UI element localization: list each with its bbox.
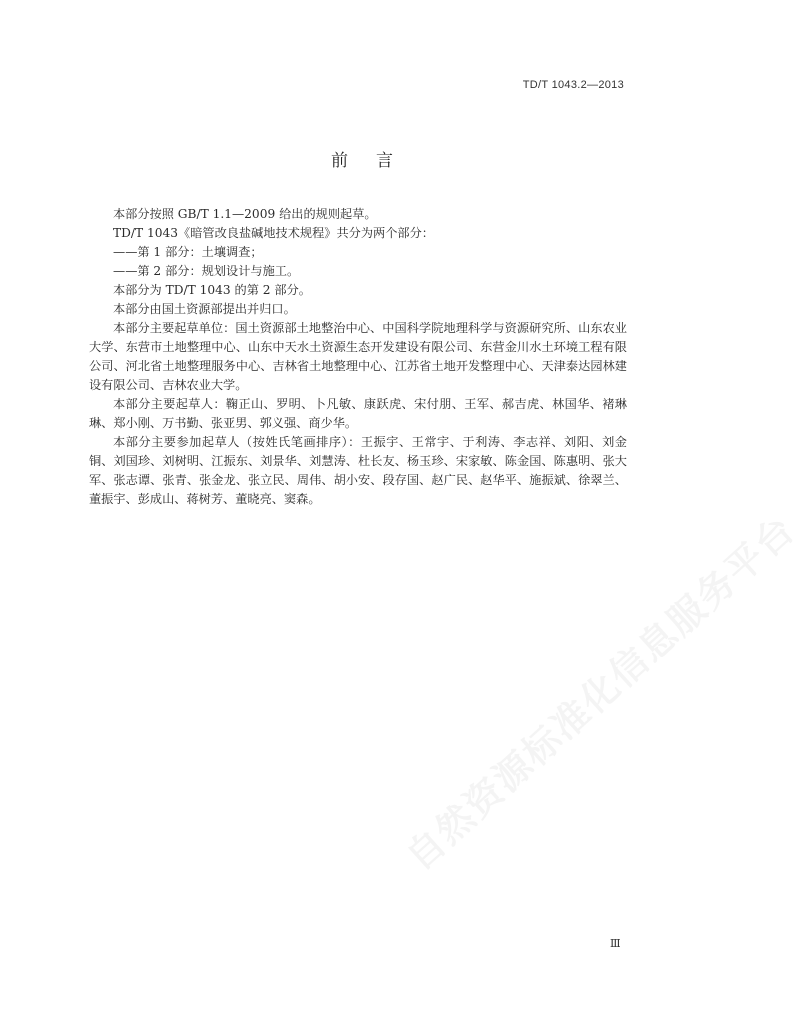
paragraph-part-1: ——第 1 部分：土壤调查； <box>113 245 263 259</box>
paragraph-this-part: 本部分为 TD/T 1043 的第 2 部分。 <box>113 283 311 297</box>
foreword-body <box>89 205 627 509</box>
page-number: Ⅲ <box>610 937 621 950</box>
paragraph-main-drafters: 本部分主要起草人：鞠正山、罗明、卜凡敏、康跃虎、宋付朋、王军、郝吉虎、林国华、褚琳琳、郑小刚、万书勤、张亚男、郭义强、商少华。 <box>89 397 627 430</box>
page-title: 前言 <box>331 151 421 171</box>
paragraph-proposer: 本部分由国土资源部提出并归口。 <box>113 302 296 316</box>
watermark: 自然资源标准化信息服务平台 <box>398 507 804 879</box>
paragraph-drafting-rules: 本部分按照 GB/T 1.1—2009 给出的规则起草。 <box>113 207 377 221</box>
standard-code: TD/T 1043.2—2013 <box>522 79 624 91</box>
paragraph-drafting-units: 本部分主要起草单位：国土资源部土地整治中心、中国科学院地理科学与资源研究所、山东农业大学、东营市土地整理中心、山东中天水土资源生态开发建设有限公司、东营金川水土环境工程有限公司、河北省土地整理服务中心、吉林省土地整理中心、江苏省土地开发整理中心、天津泰达园林建设有限公司、吉林农业大学。 <box>89 321 627 392</box>
paragraph-participating-drafters: 本部分主要参加起草人（按姓氏笔画排序）：王振宇、王常宇、于利涛、李志祥、刘阳、刘金铜、刘国珍、刘树明、江振东、刘景华、刘慧涛、杜长友、杨玉珍、宋家敏、陈金国、陈惠明、张大军、张志谭、张青、张金龙、张立民、周伟、胡小安、段存国、赵广民、赵华平、施振斌、徐翠兰、董振宇、彭成山、蒋树芳、董晓亮、窦森。 <box>89 435 627 506</box>
paragraph-part-2: ——第 2 部分：规划设计与施工。 <box>113 264 300 278</box>
paragraph-parts-overview: TD/T 1043《暗管改良盐碱地技术规程》共分为两个部分： <box>113 226 434 240</box>
